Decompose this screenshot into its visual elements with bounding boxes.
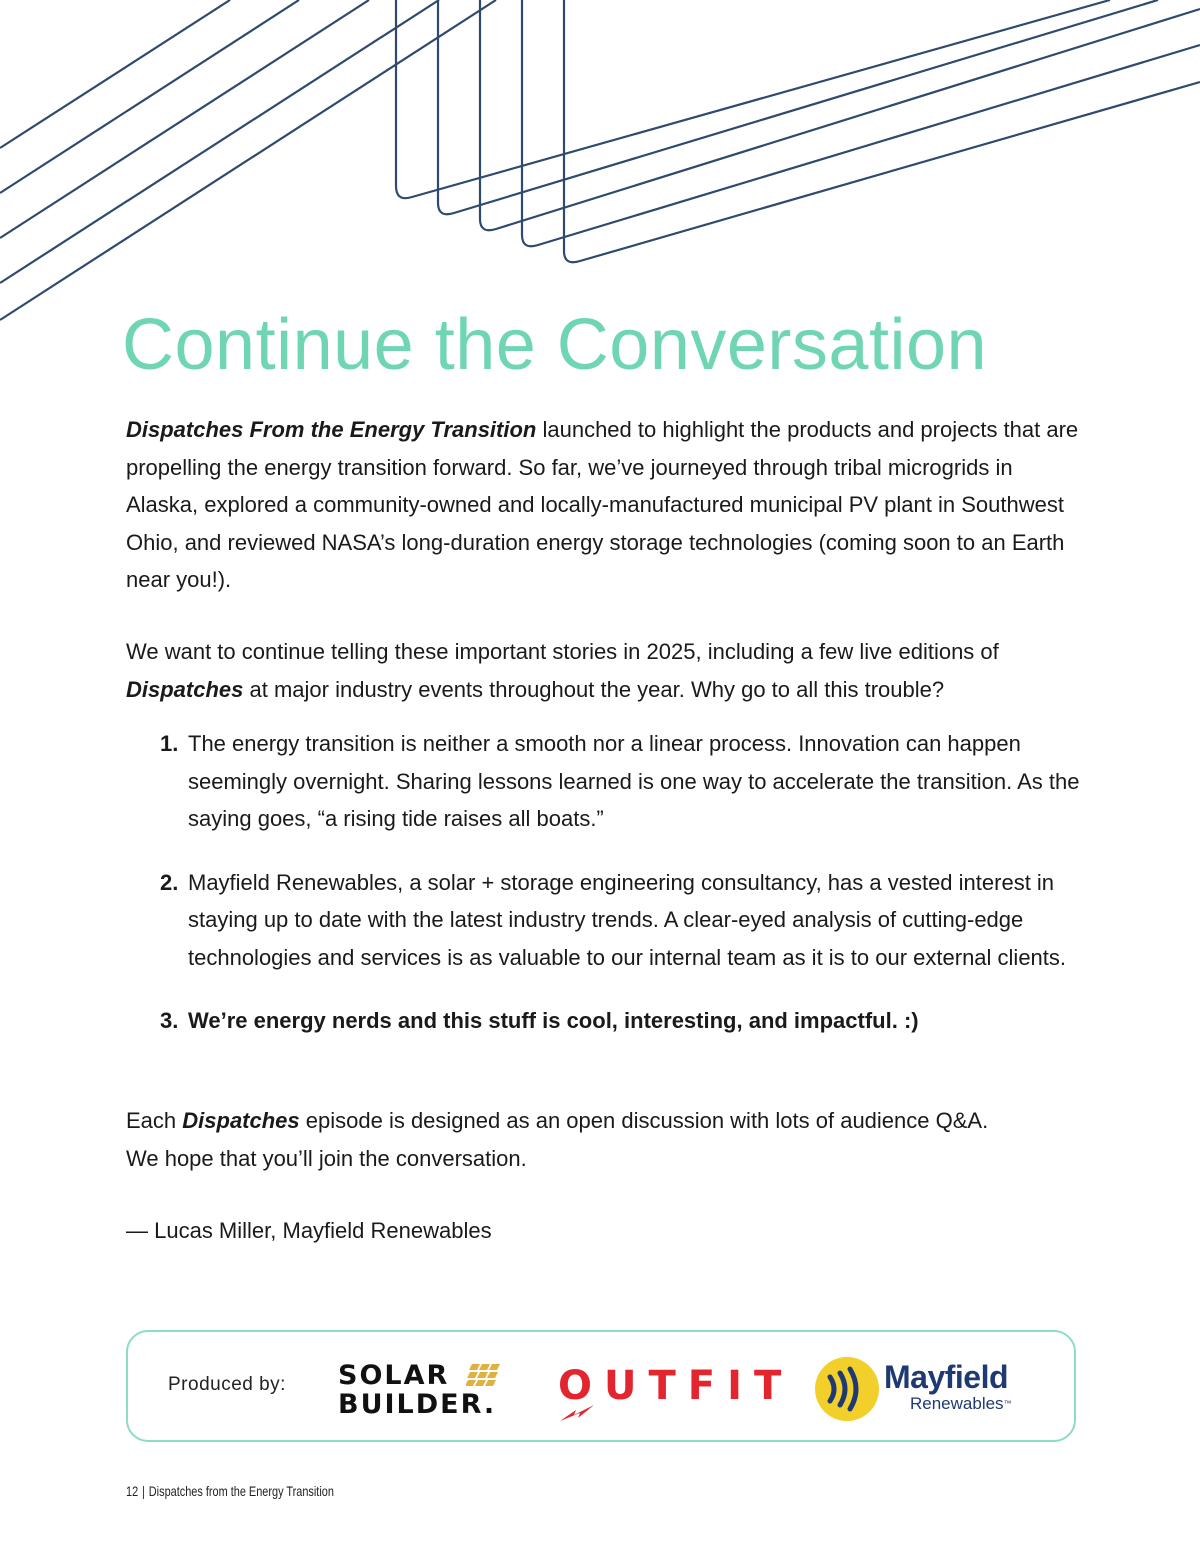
list-item xyxy=(160,864,1085,977)
page-number: 12 xyxy=(126,1483,139,1499)
second-paragraph xyxy=(126,633,1086,708)
lightning-bolt-icon xyxy=(560,1404,596,1422)
list-item xyxy=(160,1002,1085,1040)
mayfield-logo-name: Mayfield xyxy=(884,1359,1009,1395)
outfit-logo-text: OUTFIT xyxy=(558,1363,794,1409)
list-item xyxy=(160,725,1085,838)
decorative-line-pattern xyxy=(0,0,1200,330)
page-footer xyxy=(126,1483,334,1499)
list-item-number: 2. xyxy=(160,869,179,895)
publication-name: Dispatches From the Energy Transition xyxy=(126,417,537,442)
mayfield-logo-subtitle: Renewables xyxy=(910,1394,1004,1413)
outfit-logo xyxy=(558,1363,794,1426)
intro-paragraph xyxy=(126,411,1086,599)
mayfield-signal-icon xyxy=(814,1356,880,1422)
list-item-text: We’re energy nerds and this stuff is cool, interesting, and impactful. :) xyxy=(188,1008,919,1033)
closing-invitation: We hope that you’ll join the conversation. xyxy=(126,1145,527,1171)
footer-publication: Dispatches from the Energy Transition xyxy=(148,1483,334,1499)
closing-paragraph xyxy=(126,1102,1086,1177)
solar-builder-logo-line2: BUILDER. xyxy=(338,1389,497,1420)
list-item-text: Mayfield Renewables, a solar + storage engineering consultancy, has a vested interest in staying up to date with the latest industry trends. A clear-eyed analysis of cutting-edge technologies and services is as valuable to our internal team as it is to our external clients. xyxy=(188,869,1067,970)
signature: — Lucas Miller, Mayfield Renewables xyxy=(126,1218,492,1243)
solar-builder-logo-line1: SOLAR xyxy=(338,1360,450,1391)
produced-by-label: Produced by: xyxy=(168,1374,286,1395)
intro-text: launched to highlight the products and projects that are propelling the energy transition forward. So far, we’ve journeyed through tribal microgrids in Alaska, explored a community-owned and locally-manufactured municipal PV plant in Southwest Ohio, and reviewed NASA’s long-duration energy storage technologies (coming soon to an Earth near you!). xyxy=(126,417,1079,592)
second-text-after: at major industry events throughout the year. Why go to all this trouble? xyxy=(243,676,945,702)
mayfield-renewables-logo xyxy=(814,1354,1044,1424)
mayfield-logo-sub xyxy=(910,1395,1012,1413)
dispatches-emphasis: Dispatches xyxy=(126,676,244,702)
solar-panel-icon xyxy=(466,1364,502,1386)
reasons-list xyxy=(160,725,1085,1066)
dispatches-emphasis: Dispatches xyxy=(182,1108,300,1133)
closing-text-before: Each xyxy=(126,1108,183,1133)
closing-text-after: episode is designed as an open discussion with lots of audience Q&A. xyxy=(299,1108,989,1133)
page-title: Continue the Conversation xyxy=(122,305,988,385)
second-text-before: We want to continue telling these important stories in 2025, including a few live editions of xyxy=(126,639,999,664)
list-item-number: 3. xyxy=(160,1008,179,1033)
trademark-mark: ™ xyxy=(1003,1399,1012,1408)
solar-builder-logo xyxy=(338,1360,508,1420)
producers-box xyxy=(126,1330,1076,1442)
footer-separator: | xyxy=(142,1483,145,1499)
list-item-text: The energy transition is neither a smooth nor a linear process. Innovation can happen seemingly overnight. Sharing lessons learned is one way to accelerate the transition. As the saying goes, “a rising tide raises all boats.” xyxy=(188,731,1080,831)
list-item-number: 1. xyxy=(160,731,179,756)
